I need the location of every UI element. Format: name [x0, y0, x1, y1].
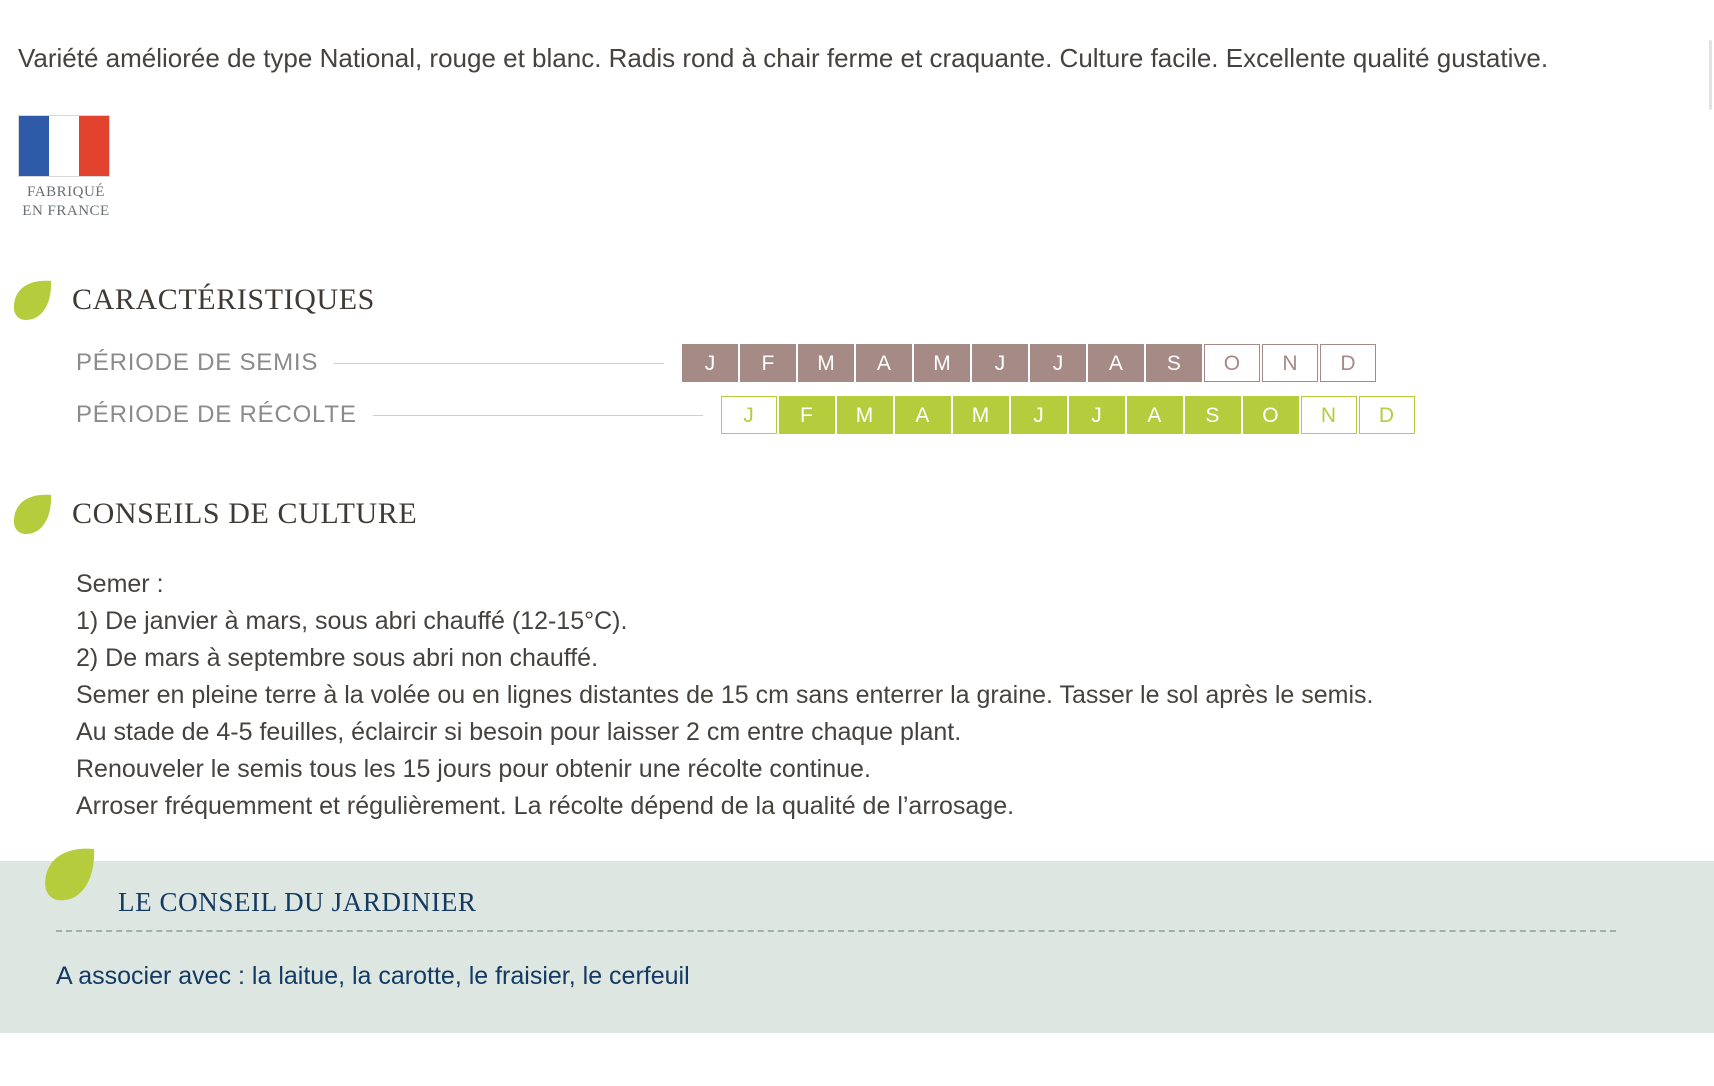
month-cell: A: [1088, 344, 1144, 382]
advice-line: 2) De mars à septembre sous abri non chauffé.: [76, 644, 599, 673]
characteristics-section-header: [0, 278, 1714, 322]
culture-section-header: [0, 492, 1714, 536]
sowing-period-label: PÉRIODE DE SEMIS: [76, 349, 319, 377]
gardener-tip-text: A associer avec : la laitue, la carotte, le fraisier, le cerfeuil: [56, 962, 690, 991]
month-cell: O: [1204, 344, 1260, 382]
advice-line: Renouveler le semis tous les 15 jours pour obtenir une récolte continue.: [76, 755, 871, 784]
leaf-icon: [40, 845, 98, 903]
month-cell: N: [1262, 344, 1318, 382]
month-cell: M: [837, 396, 893, 434]
characteristics-heading: CARACTÉRISTIQUES: [72, 283, 375, 317]
month-cell: A: [1127, 396, 1183, 434]
month-cell: D: [1359, 396, 1415, 434]
leaf-icon: [10, 492, 54, 536]
sowing-period-row: [76, 344, 1714, 382]
variety-description: Variété améliorée de type National, rouge et blanc. Radis rond à chair ferme et craquante. Culture facile. Excellente qualité gustative.: [18, 43, 1549, 73]
gardener-tip-panel: [0, 861, 1714, 1033]
made-in-france-badge: [18, 115, 114, 221]
month-cell: N: [1301, 396, 1357, 434]
month-cell: S: [1185, 396, 1241, 434]
month-cell: O: [1243, 396, 1299, 434]
month-cell: F: [740, 344, 796, 382]
advice-line: Au stade de 4-5 feuilles, éclaircir si besoin pour laisser 2 cm entre chaque plant.: [76, 718, 962, 747]
badge-line-2: EN FRANCE: [22, 202, 110, 219]
month-cell: J: [721, 396, 777, 434]
characteristics-table: [0, 344, 1714, 434]
advice-line: Arroser fréquemment et régulièrement. La récolte dépend de la qualité de l’arrosage.: [76, 792, 1015, 821]
made-in-france-label: [18, 183, 114, 221]
row-rule: [373, 415, 703, 416]
advice-line: Semer :: [76, 570, 164, 599]
month-cell: M: [914, 344, 970, 382]
gardener-tip-heading: LE CONSEIL DU JARDINIER: [118, 887, 477, 918]
month-cell: J: [972, 344, 1028, 382]
month-cell: A: [856, 344, 912, 382]
month-cell: F: [779, 396, 835, 434]
month-cell: J: [1030, 344, 1086, 382]
month-cell: J: [682, 344, 738, 382]
month-cell: D: [1320, 344, 1376, 382]
month-cell: M: [798, 344, 854, 382]
culture-advice-text: [0, 566, 1714, 825]
harvest-period-row: [76, 396, 1714, 434]
scrollbar[interactable]: [1709, 40, 1712, 110]
advice-line: Semer en pleine terre à la volée ou en lignes distantes de 15 cm sans enterrer la graine. Tasser le sol après le semis.: [76, 681, 1374, 710]
month-cell: J: [1011, 396, 1067, 434]
french-flag-icon: [18, 115, 110, 177]
month-cell: S: [1146, 344, 1202, 382]
month-cell: A: [895, 396, 951, 434]
row-rule: [334, 363, 664, 364]
leaf-icon: [10, 278, 54, 322]
month-cell: M: [953, 396, 1009, 434]
badge-line-1: FABRIQUÉ: [27, 183, 105, 200]
harvest-period-label: PÉRIODE DE RÉCOLTE: [76, 401, 357, 429]
sowing-month-strip: [682, 344, 1378, 382]
month-cell: J: [1069, 396, 1125, 434]
harvest-month-strip: [721, 396, 1417, 434]
tip-divider: [56, 930, 1616, 932]
advice-line: 1) De janvier à mars, sous abri chauffé (12-15°C).: [76, 607, 628, 636]
culture-heading: CONSEILS DE CULTURE: [72, 497, 418, 531]
